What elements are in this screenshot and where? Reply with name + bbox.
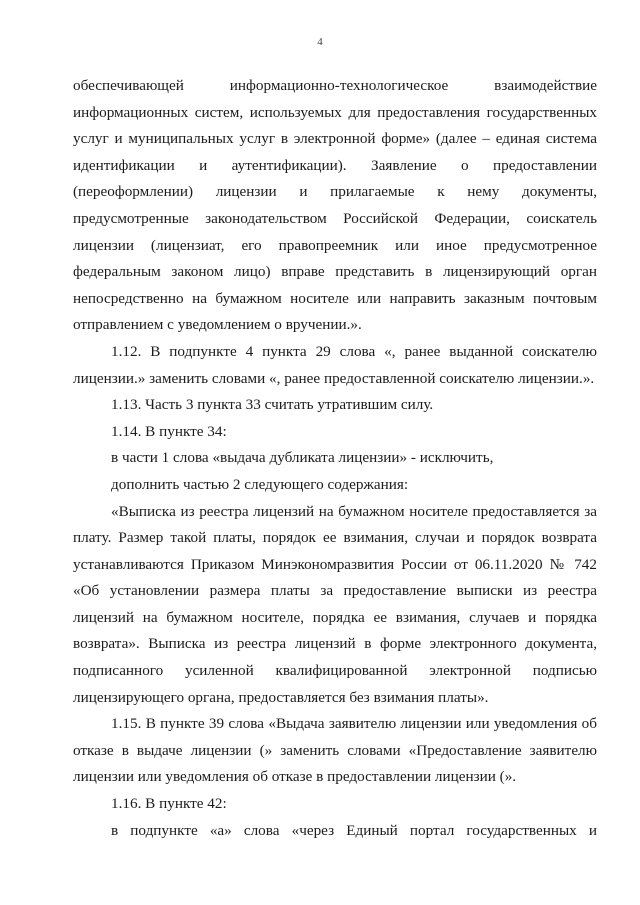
text-line: устанавливаются Приказом Минэкономразвития России от 06.11.2020 № 742 xyxy=(73,555,597,573)
paragraph-1-13 xyxy=(73,392,597,419)
text-line: подписанного усиленной квалифицированной электронной подписью xyxy=(73,662,597,680)
text-line: дополнить частью 2 следующего содержания: xyxy=(111,475,409,493)
text-line: 1.14. В пункте 34: xyxy=(111,422,227,440)
text-line: «Выписка из реестра лицензий на бумажном носителе предоставляется за xyxy=(111,502,597,520)
text-line: (переоформлении) лицензии и прилагаемые к нему документы, xyxy=(73,183,597,201)
paragraph xyxy=(73,818,597,845)
paragraph-1-14 xyxy=(73,419,597,446)
text-line: информационных систем, используемых для предоставления государственных xyxy=(73,103,597,121)
text-line: возврата». Выписка из реестра лицензий в форме электронного документа, xyxy=(73,635,597,653)
text-line: 1.16. В пункте 42: xyxy=(111,795,227,813)
text-line: лицензии или уведомления об отказе в предоставлении лицензии (». xyxy=(73,768,517,786)
text-line: лицензий на бумажном носителе, порядка ее взимания, случаев и порядка xyxy=(73,608,597,626)
text-line: лицензии.» заменить словами «, ранее предоставленной соискателю лицензии.». xyxy=(73,369,595,387)
text-line: предусмотренные законодательством Российской Федерации, соискатель xyxy=(73,209,597,227)
paragraph-1-15 xyxy=(73,711,597,791)
text-line: 1.12. В подпункте 4 пункта 29 слова «, ранее выданной соискателю xyxy=(111,342,597,360)
paragraph-1-16 xyxy=(73,791,597,818)
text-line: плату. Размер такой платы, порядок ее взимания, случаи и порядок возврата xyxy=(73,529,597,547)
paragraph xyxy=(73,472,597,499)
text-line: услуг и муниципальных услуг в электронной форме» (далее – единая система xyxy=(73,130,597,148)
paragraph xyxy=(73,445,597,472)
text-line: «Об установлении размера платы за предоставление выписки из реестра xyxy=(73,582,597,600)
text-line: 1.15. В пункте 39 слова «Выдача заявителю лицензии или уведомления об xyxy=(111,715,597,733)
text-line: непосредственно на бумажном носителе или направить заказным почтовым xyxy=(73,289,597,307)
document-body xyxy=(73,73,597,844)
text-line: обеспечивающей информационно-технологическое взаимодействие xyxy=(73,77,597,94)
text-line: лицензирующего органа, предоставляется без взимания платы». xyxy=(73,688,489,706)
quoted-paragraph xyxy=(73,499,597,712)
text-line: отказе в выдаче лицензии (» заменить словами «Предоставление заявителю xyxy=(73,741,597,759)
text-line: отправлением с уведомлением о вручении.». xyxy=(73,316,362,334)
page-number: 4 xyxy=(317,36,323,48)
text-line: в части 1 слова «выдача дубликата лицензии» - исключить, xyxy=(111,449,494,467)
text-line: в подпункте «а» слова «через Единый портал государственных и xyxy=(111,821,597,839)
paragraph xyxy=(73,73,597,339)
paragraph-1-12 xyxy=(73,339,597,392)
text-line: федеральным законом лицо) вправе представить в лицензирующий орган xyxy=(73,263,597,281)
text-line: 1.13. Часть 3 пункта 33 считать утратившим силу. xyxy=(111,396,434,414)
text-line: идентификации и аутентификации). Заявление о предоставлении xyxy=(73,156,597,174)
text-line: лицензии (лицензиат, его правопреемник или иное предусмотренное xyxy=(73,236,597,254)
